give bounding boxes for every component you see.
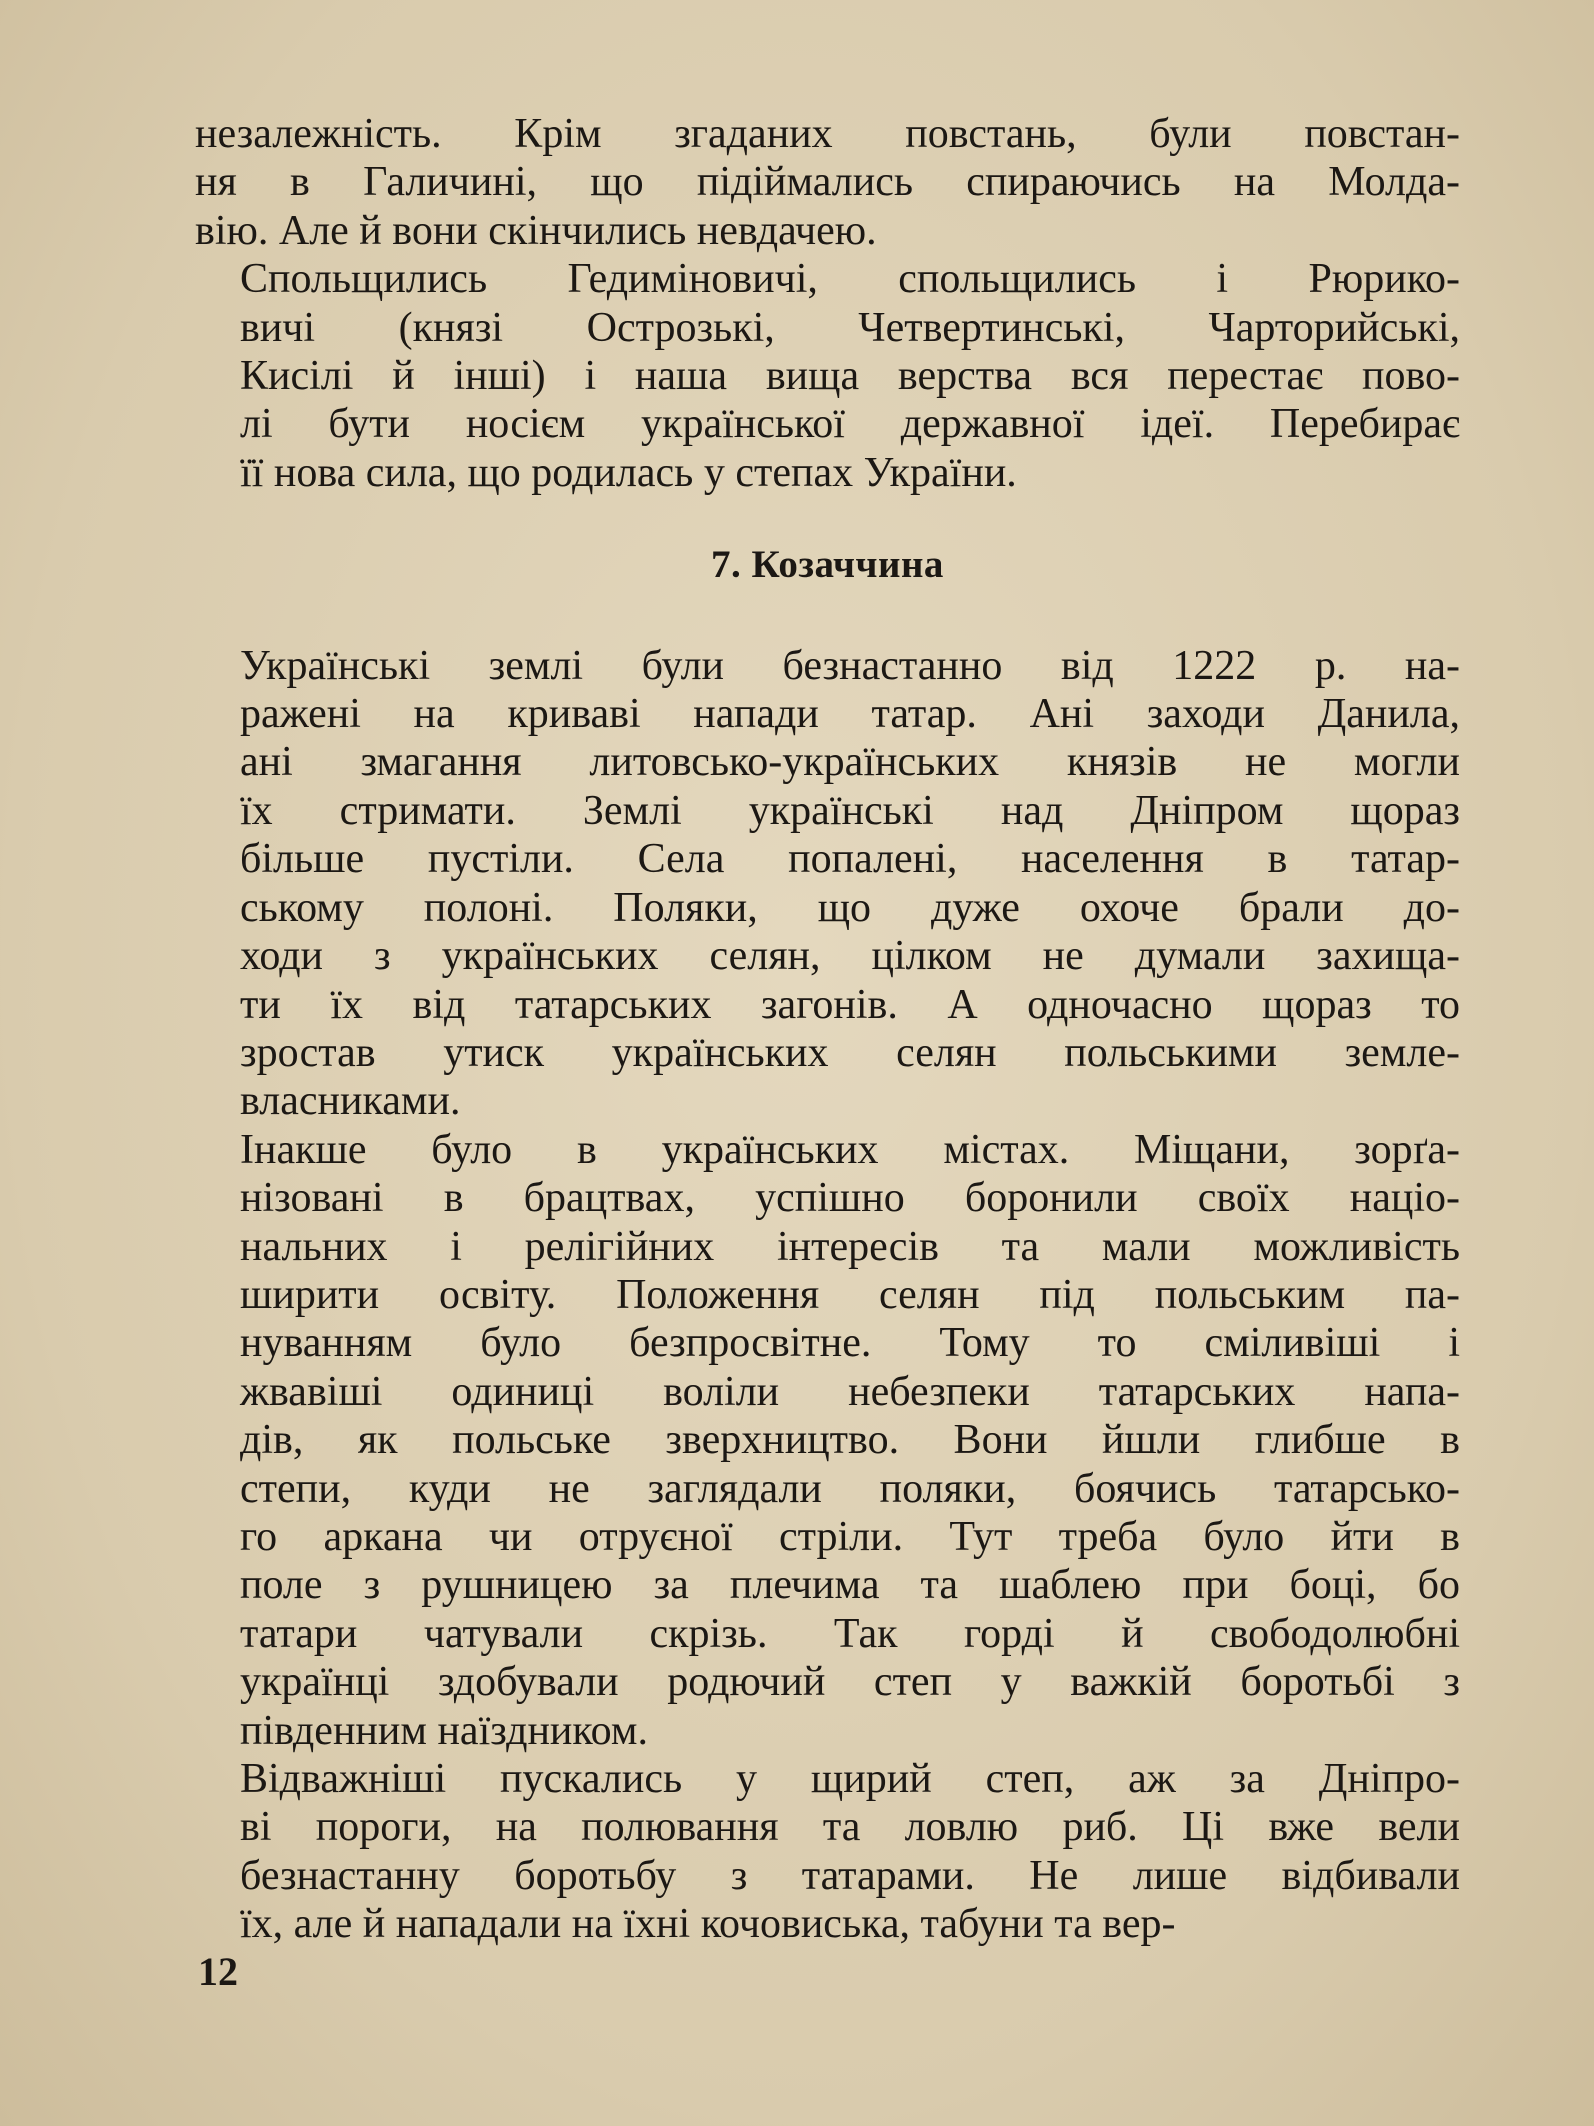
text-line: Інакше було в українських містах. Міщани, зорґа-	[240, 1126, 1460, 1173]
text-line: дів, як польське зверхництво. Вони йшли глибше в	[240, 1417, 1460, 1464]
text-line: зростав утиск українських селян польськими земле-	[240, 1029, 1460, 1076]
text-line: незалежність. Крім згаданих повстань, були повстан-	[195, 111, 1460, 157]
text-line: їх, але й нападали на їхні кочовиська, табуни та вер-	[240, 1901, 1176, 1948]
text-line: більше пустіли. Села попалені, населення в татар-	[240, 836, 1460, 883]
text-line: го аркана чи отруєної стріли. Тут треба було йти в	[240, 1513, 1460, 1560]
text-line: українці здобували родючий степ у важкій боротьбі з	[240, 1659, 1460, 1706]
text-line: її нова сила, що родилась у степах України.	[240, 449, 1017, 496]
text-line: поле з рушницею за плечима та шаблею при боці, бо	[240, 1562, 1460, 1609]
text-line: їх стримати. Землі українські над Дніпром щораз	[240, 787, 1460, 834]
text-line: ширити освіту. Положення селян під польським па-	[240, 1271, 1460, 1318]
text-line: вичі (князі Острозькі, Четвертинські, Чарторийські,	[240, 304, 1460, 351]
text-line: лі бути носієм української державної ідеї. Перебирає	[240, 401, 1460, 448]
text-line: Українські землі були безнастанно від 1222 р. на-	[240, 642, 1460, 689]
text-line: Спольщились Гедиміновичі, спольщились і Рюрико-	[240, 256, 1460, 303]
text-line: власниками.	[240, 1078, 461, 1125]
text-line: нізовані в брацтвах, успішно боронили своїх націо-	[240, 1175, 1460, 1222]
text-line: Відважніші пускались у щирий степ, аж за Дніпро-	[240, 1756, 1460, 1802]
page-body	[195, 110, 1460, 1949]
text-line: татари чатували скрізь. Так горді й свободолюбні	[240, 1610, 1460, 1657]
text-line: ані змагання литовсько-українських князів не могли	[240, 739, 1460, 786]
text-line: ходи з українських селян, цілком не думали захища-	[240, 933, 1460, 980]
paragraph	[195, 110, 1460, 255]
top-paragraphs	[195, 110, 1460, 497]
text-line: вію. Але й вони скінчились невдачею.	[195, 207, 877, 254]
text-line: південним наїздником.	[240, 1707, 648, 1754]
text-line: степи, куди не заглядали поляки, боячись татарсько-	[240, 1465, 1460, 1512]
section-heading: 7. Козаччина	[711, 543, 944, 587]
text-line: Кисілі й інші) і наша вища верства вся перестає пово-	[240, 353, 1460, 400]
text-line: жвавіші одиниці воліли небезпеки татарських напа-	[240, 1368, 1460, 1415]
text-line: ві пороги, на полювання та ловлю риб. Ці вже вели	[240, 1804, 1460, 1851]
paragraph	[195, 1126, 1460, 1755]
paragraph	[195, 255, 1460, 497]
text-line: безнастанну боротьбу з татарами. Не лише відбивали	[240, 1852, 1460, 1899]
text-line: ня в Галичині, що підіймались спираючись на Молда-	[195, 159, 1460, 206]
text-line: нуванням було безпросвітне. Тому то сміливіші і	[240, 1320, 1460, 1367]
text-line: ражені на криваві напади татар. Ані заходи Данила,	[240, 691, 1460, 738]
text-line: нальних і релігійних інтересів та мали можливість	[240, 1223, 1460, 1270]
text-line: ти їх від татарських загонів. А одночасно щораз то	[240, 981, 1460, 1028]
text-line: ському полоні. Поляки, що дуже охоче брали до-	[240, 884, 1460, 931]
page-number: 12	[198, 1949, 238, 1994]
paragraph	[195, 1755, 1460, 1949]
paragraph	[195, 642, 1460, 1126]
bottom-paragraphs	[195, 642, 1460, 1949]
